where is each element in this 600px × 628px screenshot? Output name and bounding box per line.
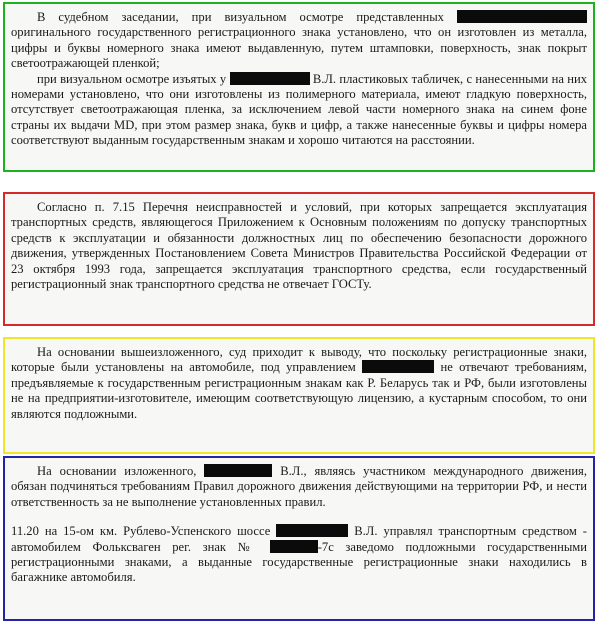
paragraph-original-plate: В судебном заседании, при визуальном осмотре представленных оригинального государственного регистрационного знака установлено, что он изготовлен из металла, цифры и буквы номерного знака имеют выдавленную, путем штамповки, поверхность, знак покрыт светоотражающей пленкой; <box>11 10 587 71</box>
redaction-bar <box>230 72 310 85</box>
court-conclusion-block <box>3 337 595 454</box>
redaction-bar <box>457 10 587 23</box>
redaction-bar <box>270 540 318 553</box>
redaction-bar <box>204 464 272 477</box>
paragraph-regulation: Согласно п. 7.15 Перечня неисправностей и условий, при которых запрещается эксплуатация транспортных средств, являющегося Приложением к Основным положениям по допуску транспортных средств к эксплуатации и обязанности должностных лиц по обеспечению безопасности дорожного движения, утвержденных Постановлением Совета Министров Правительства Российской Федерации от 23 октября 1993 года, запрещается эксплуатация транспортного средства, если государственный регистрационный знак транспортного средства не отвечает ГОСТу. <box>11 200 587 292</box>
court-finding-block <box>3 2 595 172</box>
paragraph-plastic-plates: при визуальном осмотре изъятых у В.Л. пластиковых табличек, с нанесенными на них номерами установлено, что они изготовлены из полимерного материала, имеют гладкую поверхность, отсутствует светоотражающая пленка, за исключением левой части номерного знака на синем фоне страны их выдачи MD, при этом размер знака, букв и цифр, а также нанесенные буквы и цифры номера соответствуют выданным государственным знакам и хорошо читаются на расстоянии. <box>11 71 587 148</box>
paragraph-conclusion: На основании вышеизложенного, суд приходит к выводу, что поскольку регистрационные знаки, которые были установлены на автомобиле, под управлением не отвечают требованиям, предъявляемые к государственным регистрационным знакам как Р. Беларусь так и РФ, были изготовлены не на предприятии-изготовителе, имеющим соответствующую лицензию, а кустарным способом, то они являются подложными. <box>11 345 587 421</box>
redaction-bar <box>362 360 434 373</box>
regulation-block <box>3 192 595 326</box>
redaction-bar <box>276 524 348 537</box>
paragraph-responsibility: На основании изложенного, В.Л., являясь участником международного движения, обязан подчиняться требованиям Правил дорожного движения действующими на территории РФ, и нести ответственность за не выполнение установленных правил. <box>11 464 587 509</box>
paragraph-incident: 11.20 на 15-ом км. Рублево-Успенского шоссе В.Л. управлял транспортным средством - автомобилем Фольксваген рег. знак № -7с заведомо подложными государственными регистрационными знаками, а выданные государственные регистрационные знаки находились в багажнике автомобиля. <box>11 524 587 585</box>
responsibility-block <box>3 456 595 621</box>
